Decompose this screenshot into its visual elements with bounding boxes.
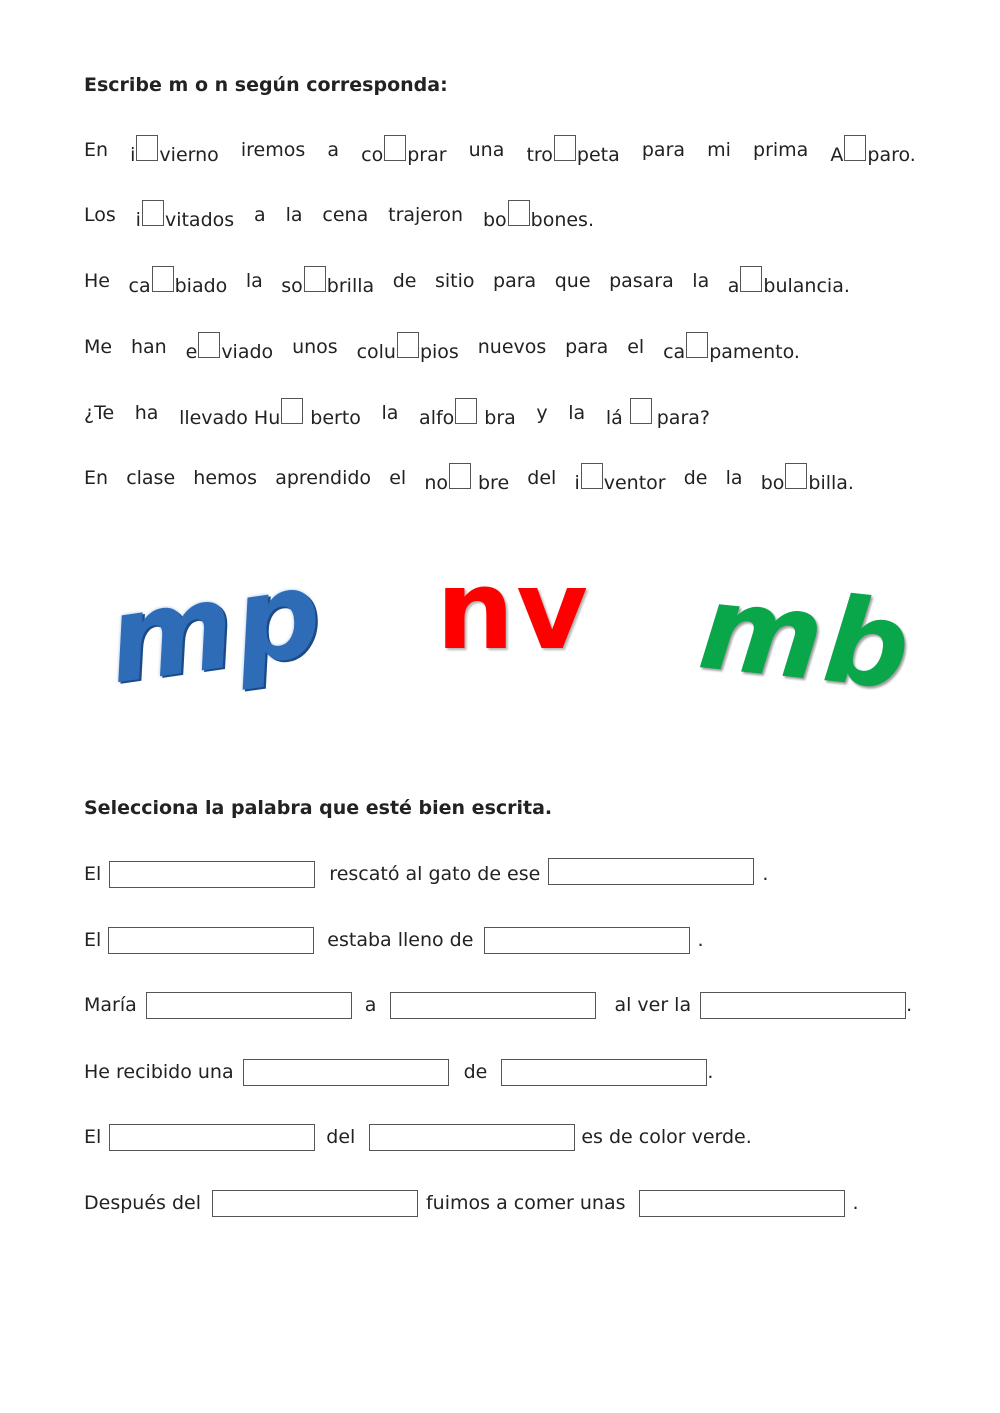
word: ca pamento. — [663, 332, 800, 363]
word: el — [627, 336, 645, 358]
word: Los — [84, 204, 116, 226]
word: ha — [134, 402, 159, 424]
word-select[interactable] — [369, 1124, 575, 1151]
word: para — [565, 336, 609, 358]
sentence-text: . — [762, 863, 769, 885]
word: la — [725, 467, 743, 489]
word: hemos — [193, 467, 258, 489]
letter-blank[interactable] — [686, 332, 708, 358]
letter-blank[interactable] — [136, 135, 158, 161]
word: ca biado — [129, 266, 228, 297]
sentence-6 — [84, 463, 854, 493]
sentence-text: El — [84, 863, 102, 885]
word: lá para? — [606, 398, 710, 429]
word: pasara — [609, 270, 674, 292]
word: han — [130, 336, 167, 358]
word: a — [254, 204, 266, 226]
word: la — [692, 270, 710, 292]
word-select[interactable] — [639, 1190, 845, 1217]
sentence-1 — [84, 135, 916, 165]
word: nuevos — [477, 336, 547, 358]
word: unos — [292, 336, 338, 358]
exercise-1-heading: Escribe m o n según corresponda: — [84, 74, 448, 96]
word-select[interactable] — [212, 1190, 418, 1217]
word-select[interactable] — [548, 858, 754, 885]
mb-banner-text: mb — [693, 557, 919, 717]
word-select[interactable] — [390, 992, 596, 1019]
letter-blank[interactable] — [198, 332, 220, 358]
letter-blank[interactable] — [455, 398, 477, 424]
letter-blank[interactable] — [630, 398, 652, 424]
sentence-text: He recibido una — [84, 1061, 234, 1083]
select-sentence-2 — [84, 925, 916, 955]
word-select[interactable] — [108, 927, 314, 954]
letter-blank[interactable] — [449, 463, 471, 489]
letter-blank[interactable] — [785, 463, 807, 489]
word: prima — [753, 139, 809, 161]
select-sentence-5 — [84, 1122, 916, 1152]
word: la — [245, 270, 263, 292]
word: a bulancia. — [728, 266, 850, 297]
word: so brilla — [281, 266, 374, 297]
letter-blank[interactable] — [384, 135, 406, 161]
sentence-text: El — [84, 1126, 102, 1148]
select-sentence-1 — [84, 859, 916, 889]
sentence-text: al ver la — [614, 994, 692, 1016]
letter-blank[interactable] — [844, 135, 866, 161]
word-select[interactable] — [109, 1124, 315, 1151]
sentence-text: . — [697, 929, 704, 951]
word-select[interactable] — [146, 992, 352, 1019]
word: iremos — [240, 139, 306, 161]
word: cena — [322, 204, 369, 226]
word: de — [683, 467, 708, 489]
word-select[interactable] — [484, 927, 690, 954]
word: la — [568, 402, 586, 424]
select-sentence-6 — [84, 1188, 916, 1218]
word: no bre — [424, 463, 509, 494]
word: mi — [707, 139, 731, 161]
word: para — [641, 139, 686, 161]
word-select[interactable] — [109, 861, 315, 888]
letter-blank[interactable] — [581, 463, 603, 489]
letter-blank[interactable] — [508, 200, 530, 226]
word: clase — [126, 467, 176, 489]
sentence-text: rescató al gato de ese — [329, 863, 541, 885]
word-select[interactable] — [243, 1059, 449, 1086]
word: y — [536, 402, 548, 424]
sentence-text: es de color verde. — [581, 1126, 752, 1148]
letter-blank[interactable] — [554, 135, 576, 161]
sentence-text: fuimos a comer unas — [425, 1192, 626, 1214]
sentence-2 — [84, 200, 594, 230]
sentence-text: María — [84, 994, 137, 1016]
sentence-text: . — [707, 1061, 714, 1083]
letter-blank[interactable] — [142, 200, 164, 226]
word: colu pios — [357, 332, 459, 363]
word: En — [84, 139, 109, 161]
word: del — [527, 467, 557, 489]
sentence-text: . — [906, 994, 913, 1016]
word: trajeron — [388, 204, 464, 226]
word: una — [468, 139, 505, 161]
word: co prar — [361, 135, 446, 166]
word: que — [554, 270, 591, 292]
sentence-3 — [84, 266, 850, 296]
sentence-5 — [84, 398, 710, 428]
letter-blank[interactable] — [740, 266, 762, 292]
word: Me — [84, 336, 113, 358]
word: de — [392, 270, 417, 292]
sentence-text: de — [463, 1061, 488, 1083]
select-sentence-3 — [84, 990, 916, 1020]
word: el — [389, 467, 407, 489]
letter-blank[interactable] — [304, 266, 326, 292]
word: bo bones. — [483, 200, 594, 231]
word-select[interactable] — [700, 992, 906, 1019]
word: i vierno — [130, 135, 219, 166]
word: para — [493, 270, 537, 292]
word: alfo bra — [419, 398, 516, 429]
sentence-4 — [84, 332, 800, 362]
word: e viado — [186, 332, 274, 363]
word: i ventor — [574, 463, 665, 494]
word: a — [327, 139, 340, 161]
mp-banner-text: mp — [99, 543, 332, 712]
sentence-text: a — [364, 994, 377, 1016]
sentence-text: El — [84, 929, 102, 951]
letter-blank[interactable] — [281, 398, 303, 424]
word: tro peta — [526, 135, 619, 166]
word: A paro. — [830, 135, 915, 166]
select-sentence-4 — [84, 1057, 916, 1087]
word: i vitados — [136, 200, 234, 231]
nv-banner-text: nv — [436, 546, 591, 674]
word: la — [381, 402, 399, 424]
word: llevado Hu berto — [179, 398, 361, 429]
word: aprendido — [275, 467, 372, 489]
sentence-text: del — [326, 1126, 356, 1148]
sentence-text: Después del — [84, 1192, 201, 1214]
word: la — [285, 204, 303, 226]
letter-blank[interactable] — [397, 332, 419, 358]
exercise-2-heading: Selecciona la palabra que esté bien escrita. — [84, 797, 553, 819]
letter-blank[interactable] — [152, 266, 174, 292]
word: ¿Te — [84, 402, 115, 424]
sentence-text: estaba lleno de — [327, 929, 474, 951]
word: En — [84, 467, 109, 489]
word: bo billa. — [761, 463, 854, 494]
word: He — [84, 270, 110, 292]
word-select[interactable] — [501, 1059, 707, 1086]
word: sitio — [434, 270, 475, 292]
sentence-text: . — [852, 1192, 859, 1214]
